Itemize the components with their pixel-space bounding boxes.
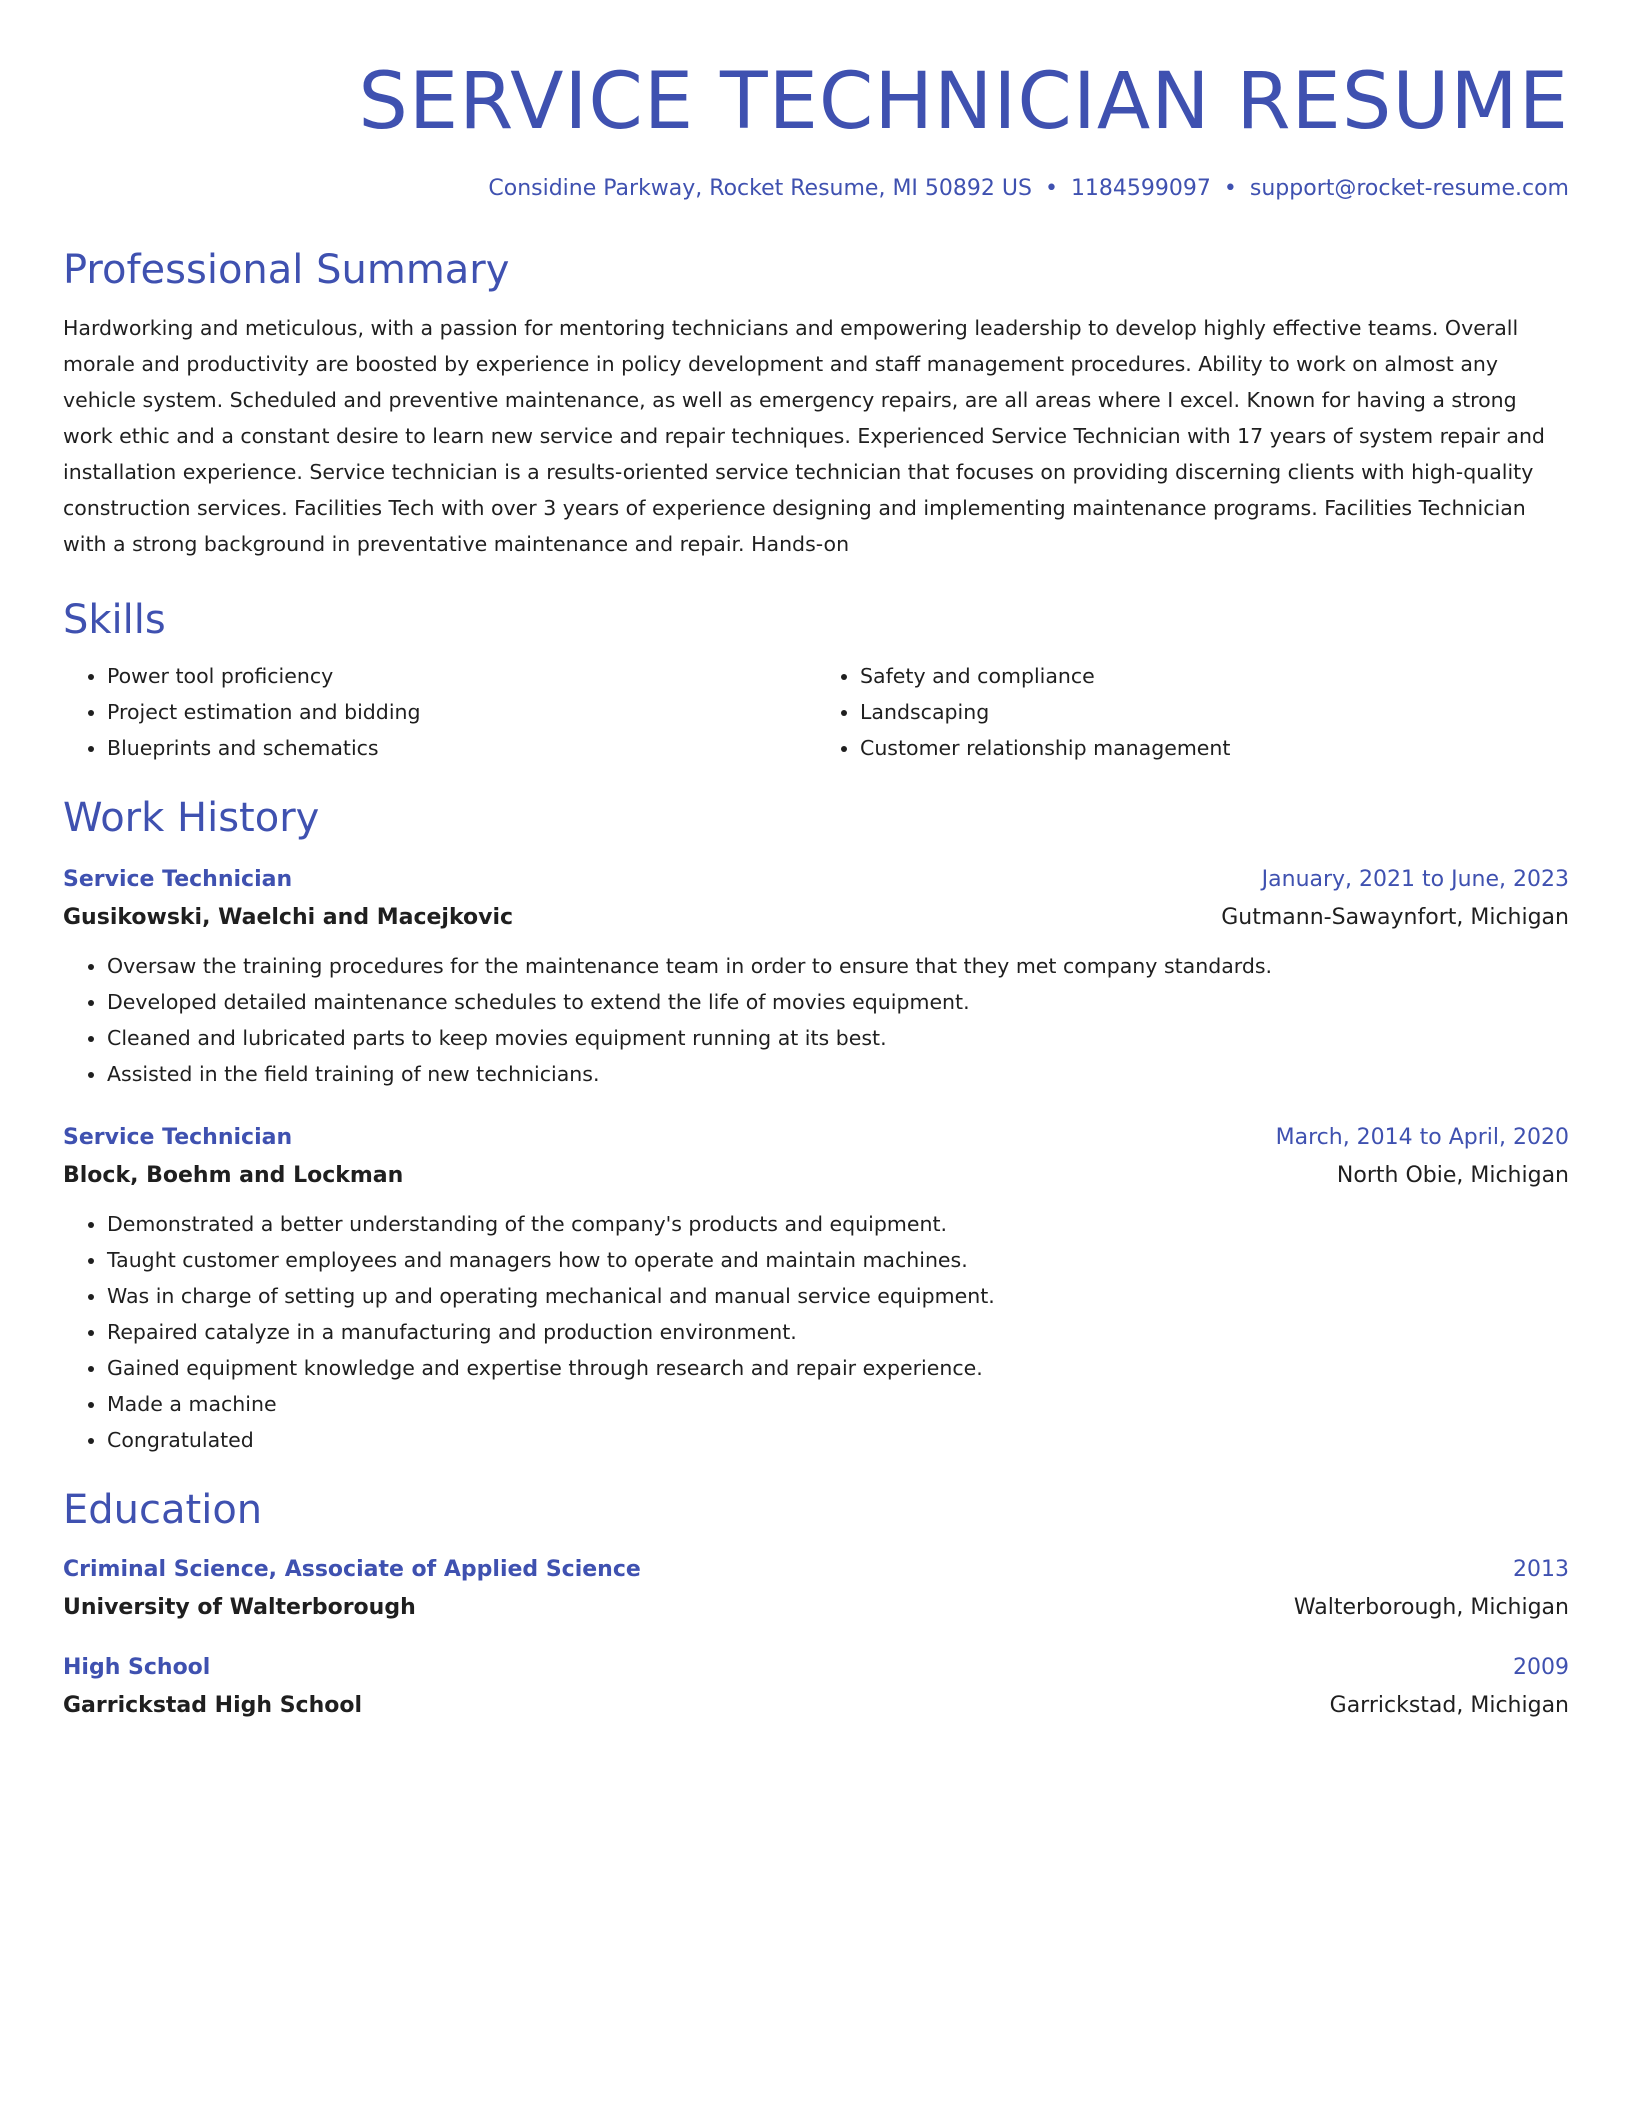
job-bullet: • Cleaned and lubricated parts to keep movies equipment running at its best. (107, 1020, 1569, 1056)
education-degree: Criminal Science, Associate of Applied Science (63, 1557, 641, 1582)
education-entry (63, 1652, 1569, 1722)
skill-item: • Power tool proficiency (107, 658, 816, 694)
education-entry (63, 1554, 1569, 1624)
job-dates: March, 2014 to April, 2020 (1275, 1125, 1569, 1150)
job-dates: January, 2021 to June, 2023 (1261, 867, 1569, 892)
job-bullet: • Congratulated (107, 1422, 1569, 1458)
skill-item: • Customer relationship management (860, 730, 1569, 766)
job-bullet: • Was in charge of setting up and operating mechanical and manual service equipment. (107, 1278, 1569, 1314)
job-role: Service Technician (63, 867, 293, 892)
job-bullet: • Taught customer employees and managers how to operate and maintain machines. (107, 1242, 1569, 1278)
education-year: 2009 (1513, 1655, 1569, 1680)
job-bullet: • Assisted in the field training of new technicians. (107, 1056, 1569, 1092)
skill-item: • Project estimation and bidding (107, 694, 816, 730)
job-bullet: • Made a machine (107, 1386, 1569, 1422)
section-title-skills: Skills (63, 597, 166, 643)
skill-item: • Safety and compliance (860, 658, 1569, 694)
education-school-row (63, 1586, 1569, 1624)
job-company: Block, Boehm and Lockman (63, 1163, 404, 1188)
education-header-row (63, 1652, 1569, 1684)
education-degree: High School (63, 1655, 211, 1680)
job-role: Service Technician (63, 1125, 293, 1150)
job-bullet: • Oversaw the training procedures for the maintenance team in order to ensure that they met company standards. (107, 948, 1569, 984)
summary-text: Hardworking and meticulous, with a passion for mentoring technicians and empowering leadership to develop highly effective teams. Overall morale and productivity are boosted by experience in policy development and staff management procedures. Ability to work on almost any vehicle system. Scheduled and preventive maintenance, as well as emergency repairs, are all areas where I excel. Known for having a strong work ethic and a constant desire to learn new service and repair techniques. Experienced Service Technician with 17 years of system repair and installation experience. Service technician is a results-oriented service technician that focuses on providing discerning clients with high-quality construction services. Facilities Tech with over 3 years of experience designing and implementing maintenance programs. Facilities Technician with a strong background in preventative maintenance and repair. Hands-on (63, 316, 1545, 556)
section-title-work-history: Work History (63, 795, 320, 841)
contact-separator: • (1223, 176, 1237, 201)
education-school: University of Walterborough (63, 1595, 416, 1620)
job-location: Gutmann-Sawaynfort, Michigan (1221, 905, 1569, 930)
job-company-row (63, 1154, 1569, 1192)
education-school: Garrickstad High School (63, 1693, 363, 1718)
job-bullet: • Demonstrated a better understanding of the company's products and equipment. (107, 1206, 1569, 1242)
contact-separator: • (1044, 176, 1058, 201)
contact-email[interactable]: support@rocket-resume.com (1249, 176, 1569, 201)
job-bullet: • Repaired catalyze in a manufacturing and production environment. (107, 1314, 1569, 1350)
education-location: Walterborough, Michigan (1293, 1595, 1569, 1620)
education-year: 2013 (1513, 1557, 1569, 1582)
section-title-summary: Professional Summary (63, 247, 510, 293)
resume-title: SERVICE TECHNICIAN RESUME (358, 57, 1569, 147)
skill-item: • Landscaping (860, 694, 1569, 730)
job-bullets (63, 948, 1569, 1092)
job-location: North Obie, Michigan (1336, 1163, 1569, 1188)
education-location: Garrickstad, Michigan (1329, 1693, 1569, 1718)
job-entry (63, 1122, 1569, 1458)
job-header-row (63, 864, 1569, 896)
job-bullet: • Developed detailed maintenance schedules to extend the life of movies equipment. (107, 984, 1569, 1020)
contact-address: Considine Parkway, Rocket Resume, MI 50892 US (488, 176, 1032, 201)
section-title-education: Education (63, 1487, 263, 1533)
job-company-row (63, 896, 1569, 934)
job-header-row (63, 1122, 1569, 1154)
job-entry (63, 864, 1569, 1092)
job-bullet: • Gained equipment knowledge and expertise through research and repair experience. (107, 1350, 1569, 1386)
contact-phone[interactable]: 1184599097 (1070, 176, 1211, 201)
skill-item: • Blueprints and schematics (107, 730, 816, 766)
education-school-row (63, 1684, 1569, 1722)
job-company: Gusikowski, Waelchi and Macejkovic (63, 905, 514, 930)
education-header-row (63, 1554, 1569, 1586)
skills-column-right (816, 658, 1569, 766)
skills-list (63, 658, 1569, 766)
skills-column-left (63, 658, 816, 766)
contact-line (63, 174, 1569, 204)
job-bullets (63, 1206, 1569, 1458)
